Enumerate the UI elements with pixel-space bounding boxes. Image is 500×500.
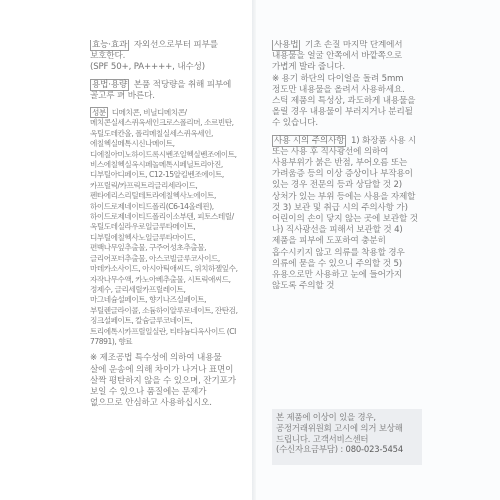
ingredients-heading: 성분 <box>92 108 106 118</box>
howto-section <box>272 40 422 130</box>
customer-service-notice <box>272 409 422 465</box>
howto-heading: 사용법 <box>274 40 299 50</box>
notice-body: 본 제품에 이상이 있을 경우, 공정거래위원회 고시에 의거 보상해 드립니다. 고객서비스센터(수신자요금부담) : <box>276 412 403 455</box>
effect-section <box>90 40 240 74</box>
howto-note: ※ 용기 하단의 다이얼을 돌려 5mm 정도만 내용물을 올려서 사용하세요. 스틱 제품의 특성상, 과도하게 내용물을 올릴 경우 내용물이 부러지거나 분리될 수 있습니다. <box>272 73 416 129</box>
manufacturing-note: ※ 제조공법 특수성에 의하여 내용물 살에 운송에 의해 차이가 나거나 표면이 살짝 평탄하지 않을 수 있으며, 잔기포가 보일 수 있으나 품질에는 문제가 없으므로 안심하고 사용하십시오. <box>90 353 236 409</box>
ingredients-text: 디메치콘, 비닐디메치콘/메치콘실세스퀴옥세인크로스폴리머, 소르빈탄, 옥틸도데칸올, 폴리메칠실세스퀴옥세인, 에칠헥실메톡시신나메이트, 디에칠아미노하이드록시벤조일헥실벤조에이트, 비스에칠헥실옥시페놀메톡시페닐트리아진, 디부틸아디페이트, C12-15알킬벤조에이트, 카프릴릭/카프릭트리글리세라이드, 펜타에리스리틸테트라에칠헥사노에이트, 하이드로제네이티드폴리(C6-14올레핀), 하이드로제네이티드폴리이소부텐, 피토스테릴/옥틸도데실라우로일글루타메이트, 디부틸에칠헥사노일글루타마이드, 편백나무잎추출물, 구주어성초추출물, 글리어포터추출물, 아스코빌글루코사이드, 마데카소사이드, 아시아틱애씨드, 위치하젤잎수, 자작나무수액, 카노아베추출물, 시트릭애씨드, 정제수, 글리세릴카프릴레이트, 마그네슘설페이트, 향기나즈실페이트, 부틸렌글라이콜, 소듐하이알루로네이트, 잔탄검, 징크설페이트, 칼슘글루코네이트, 트리에톡시카프릴일실란, 티타늄디옥사이드 (CI 77891), 향료 <box>90 108 238 346</box>
usage-heading: 용법·용량 <box>92 79 128 90</box>
effect-heading: 효능·효과 <box>92 40 128 50</box>
howto-text: 기초 손질 마지막 단계에서 내용물을 얼굴 안쪽에서 바깥쪽으로 가볍게 발라 줍니다. <box>272 40 403 73</box>
usage-text: 본품 적당량을 취해 피부에 골고루 펴 바른다. <box>90 79 232 101</box>
left-text-column <box>90 40 240 500</box>
notice-text <box>276 412 418 455</box>
effect-text: 자외선으로부터 피부를 보호한다. <box>90 40 218 62</box>
service-phone-number: 080-023-5454 <box>345 444 404 455</box>
caution-section <box>272 136 422 293</box>
caution-heading: 사용 시의 주의사항 <box>274 135 345 146</box>
caution-text: 1) 화장품 사용 시 또는 사용 후 직사광선에 의하여 사용부위가 붉은 반점, 부어오름 또는 가려움증 등의 이상 증상이나 부작용이 있는 경우 전문의 등과 상담할 것 2) 상처가 있는 부위 등에는 사용을 자제할 것 3) 보관 및 취급 시의 주의사항 가) 어린이의 손이 닿지 않는 곳에 보관할 것 나) 직사광선을 피해서 보관할 것 4) 제품을 피부에 도포하여 충분히 흡수시키지 않고 의류를 착용할 경우 의류에 묻을 수 있으니 주의할 것 5) 유용으로만 사용하고 눈에 들어가지 않도록 주의할 것 <box>272 135 418 292</box>
effect-spec: (SPF 50+, PA++++, 내수성) <box>90 62 205 73</box>
usage-section <box>90 80 240 102</box>
ingredients-section <box>90 108 240 347</box>
